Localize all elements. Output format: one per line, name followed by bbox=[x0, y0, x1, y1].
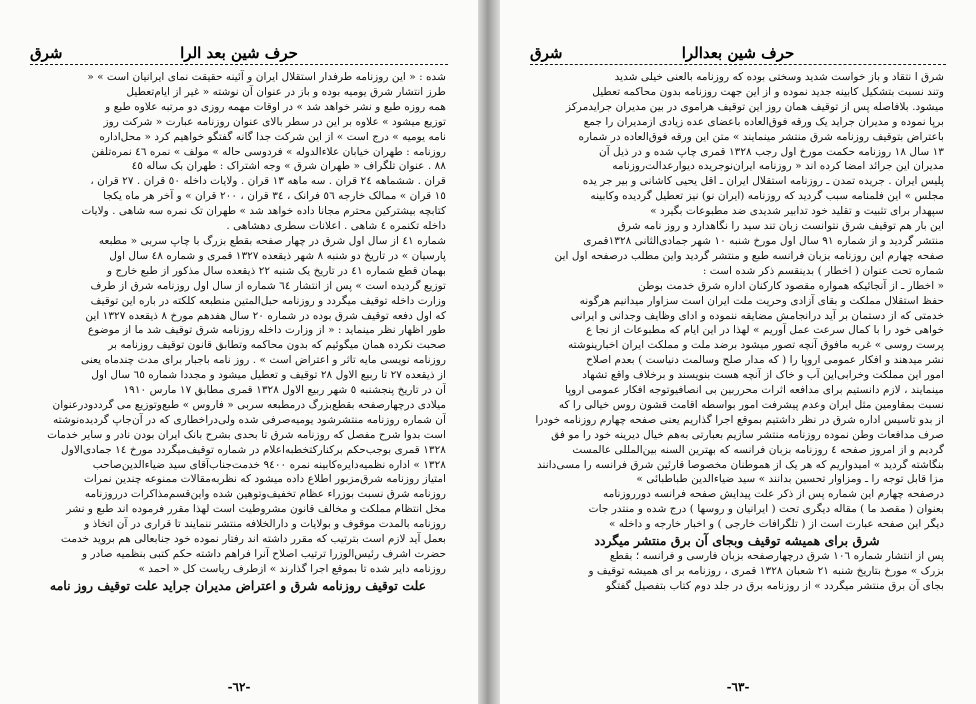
text-line: شده : « این روزنامه طرفدار استقلال ایران و آئینه حقیقت نمای ایرانیان است » « bbox=[87, 71, 446, 83]
text-line: روزنامه : طهران خیابان علاءالدوله » فردوسی حاله » مولف » نمره ٤٦ نمره‌تلفن bbox=[91, 145, 446, 158]
text-line: برپا نموده و مدیران جراید یک ورقه فوق‌العاده باعضای عده زیادی ازمدیران را جمع bbox=[583, 115, 944, 128]
text-line: آن در تاریخ پنجشنبه ٥ شهر ربیع الاول ١٣٢٨ قمری مطابق ١٧ مارس ١٩١٠ bbox=[123, 384, 446, 397]
text-line: از ذیقعده ٢٧ تا ربیع الاول ٢٨ توقیف و تعطیل میشود و مجددا شماره ٦٥ سال اول bbox=[91, 369, 446, 382]
text-line: مزا قابل توجه را ـ ومزاوار تحسین بدانند » سید ضیاءالدین طباطبائی » bbox=[636, 473, 944, 486]
text-line: روزنامه بالمدت موقوف و بولایات و دارالخلافه منتشر ننمایند تا قراری در آن اتخاذ و bbox=[84, 518, 446, 531]
header-title: حرف شین بعد الرا bbox=[180, 44, 298, 62]
text-line: مخل انتظام مملکت و مخالف قانون مشروطیت است لهذا مقرر فرموده اند طبع و نشر bbox=[66, 503, 446, 516]
text-line: امتیاز روزنامه شرق‌مزبور اطلاع داده میشود که نظربه‌مقالات ممنوعه چندین نمرات bbox=[83, 473, 446, 486]
text-line: خدمتی که از دستمان بر آید درانجامش مضایقه ننموده و ادای وظایف وجدانی و ایرانی bbox=[570, 309, 944, 322]
text-line: بعمل آید لازم است بترتیب که مقرر داشته اند رفتار نموده خود جنابعالی هم بروید خدمت bbox=[60, 533, 446, 546]
text-line: پرست روسی » غربه مافوق آنچه تصور میشود برضد ملت و مملکت ایران اخبارینوشته bbox=[567, 339, 944, 352]
text-line: بجای آن برق منتشر میگردد » از روزنامه برق در جلد دوم کتاب بتفصیل گفتگو bbox=[605, 579, 944, 592]
page-number: -٦٣- bbox=[726, 680, 750, 694]
text-line: ١٣٢٨ » اداره نظمیه‌دایره‌کابینه نمره ٩٤٠٠ خدمت‌جناب‌آقای سید ضیاءالدین‌صاحب bbox=[92, 458, 446, 471]
text-line: داخله تکنمره ٤ شاهی . اعلانات سطری دهشاهی . bbox=[226, 220, 446, 233]
text-line: قران . ششماهه ٢٤ قران . سه ماهه ١٣ قران . ولایات داخله ٥٠ قران . ٢٧ قران ، bbox=[90, 175, 446, 188]
text-line: که اول دفعه توقیف شرق بوده در شماره ٢٠ سال هفدهم مورخ ٨ ذیقعده ١٣٢٧ این bbox=[85, 309, 446, 322]
text-line: حفظ استقلال مملکت و بقای آزادی وحریت ملت ایران است سزاوار میدانیم هرگونه bbox=[579, 294, 944, 307]
text-line: ٨٨ . عنوان تلگراف « طهران شرق » وجه اشتراک : طهران بک ساله ٤٥ bbox=[131, 160, 446, 173]
page-header bbox=[30, 44, 448, 66]
text-line: نسبت بمقاومین مثل ایران وعدم پیشرفت امور بواسطه اقامت قشون روس خیالی را که bbox=[558, 398, 944, 411]
body-text bbox=[530, 70, 944, 594]
header-title: حرف شین بعدالرا bbox=[681, 44, 795, 62]
section-heading: علت توقیف روزنامه شرق و اعتراض مدیران جراید علت توقیف روز نامه bbox=[49, 577, 427, 593]
text-line: وزارت داخله توقیف میگردد و روزنامه حبل‌المتین منطبعه کلکته در باره این توقیف bbox=[90, 294, 446, 307]
text-line: است بدوا شرح مفصل که روزنامه شرق تا بحدی بشرح بانک ایران بودن نادر و سایر خدمات bbox=[47, 428, 446, 441]
text-line: از بدو تاسیس اداره شرق در نظر داشتیم بموقع اجرا گذاریم یعنی صفحه چهارم روزنامه خودرا bbox=[535, 413, 944, 426]
text-line: همه روزه طبع و نشر خواهد شد » در اوقات مهمه روزی دو مرتبه علاوه طبع و bbox=[105, 100, 446, 113]
text-line: میشود. بلافاصله پس از توقیف همان روز این توقیف هراموی در بین مدیران جرایدمرکز bbox=[565, 100, 944, 113]
text-line: صحبت نکرده همان میگوئیم که بدون محاکمه وتطابق قانون توقیف روزنامه بر bbox=[108, 339, 446, 352]
right-page bbox=[500, 0, 976, 704]
page-header bbox=[530, 44, 946, 66]
text-line: طرز انتشار شرق یومیه بوده و باز در عنوان آن نوشته « غیر از ایام‌تعطیل bbox=[126, 85, 446, 98]
text-line: شماره ٤١ از سال اول شرق در چهار صفحه بقطع بزرگ با چاپ سربی « مطبعه bbox=[98, 234, 446, 247]
text-line: مدیران این جرائد امضا کرده اند « روزنامه ایران‌نو‌جریده دیوار‌عدالت‌روزنامه bbox=[612, 160, 944, 173]
text-line: پارسیان » در تاریخ دو شنبه ٨ شهر ذیقعده ١٣٢٧ قمری و شماره ٤٨ سال اول bbox=[109, 249, 446, 262]
text-line: بنگاشته گردید » امیدواریم که هر یک از هموطنان مخصوصا قارئین شرق فرانسه را مسی‌دانند bbox=[537, 458, 944, 471]
text-line: توزیع گردیده است » پس از انتشار ٦٤ شماره از سال اول روزنامه شرق از طرف bbox=[90, 279, 446, 292]
text-line: این بار هم توقیف شرق نتوانست زبان تند سید را نگاهدارد و روز نامه شرق bbox=[617, 220, 944, 233]
text-line: روزنامه شرق نسبت بوزراء عظام تخفیف‌وتوهین شده واین‌قسم‌مذاکرات درروزنامه bbox=[84, 488, 446, 501]
text-line: طور اظهار نظر مینماید : « از وزارت داخله روزنامه شرق توقیف شد ما از موضوع bbox=[87, 324, 446, 337]
text-line: توزیع میشود » علاوه بر این در سطر بالای عنوان روزنامه عبارت « شرکت روز bbox=[103, 115, 446, 128]
text-line: میلادی درچهارصفحه بقطع‌بزرگ درمطبعه سربی « فاروس » طبع‌وتوزیع می گرددودرعنوان bbox=[52, 398, 446, 411]
text-line: حضرت اشرف رئیس‌الوزرا ترتیب اصلاح آنرا فراهم داشته حکم کتبی بنظمیه صادر و bbox=[82, 548, 446, 560]
left-page bbox=[0, 0, 478, 704]
text-line: ١٣٢٨ قمری بوجب‌حکم برکنار‌کتخطبه‌اعلام در شماره توقیف‌میگردد مورخ ١٤ جمادی‌الاول bbox=[61, 443, 446, 456]
header-side-title: شرق bbox=[30, 44, 63, 62]
text-line: پلیس ایران . جریده تمدن ـ روزنامه استقلال ایران ـ اقل یحیی کاشانی و بیر جر یده bbox=[582, 175, 944, 188]
text-line: مجلس » این فلمنامه سبب گردید که روزنامه (ایران نو) نیز تعطیل گردیده وکابینه bbox=[590, 190, 944, 203]
text-line: باعتراض بتوقیف روزنامه شرق منتشر مینمایند » متن این ورقه فوق‌العاده در شماره bbox=[578, 130, 944, 143]
text-line: نشر میدهند و افکار عمومی اروپا را ( که مدار صلح وسالمت دنیاست ) بعدم اصلاح bbox=[586, 354, 944, 367]
text-line: پس از انتشار شماره ١٠٦ شرق درچهارصفحه بزبان فارسی و فرانسه ؛ بقطع bbox=[609, 550, 944, 563]
text-line: ١٥ قران » ممالک خارجه ٥٦ فرانک ، ٣٤ قران ، ٢٠٠ قران » و آخر هر ماه یکجا bbox=[103, 190, 446, 203]
page-number: -٦٢- bbox=[227, 680, 251, 694]
header-rule bbox=[30, 64, 448, 65]
text-line: وتند نسبت بتشکیل کابینه جدید نموده و از این جهت روزنامه بدون محاکمه تعطیل bbox=[592, 85, 944, 98]
text-line: درصفحه چهارم این شماره پس از ذکر علت پیدایش صفحه فرانسه دورروزنامه bbox=[602, 488, 944, 501]
text-line: سپهدار برای تثبیت و تقلید خود تدابیر شدیدی ضد مطبوعات بگیرد » bbox=[650, 205, 944, 218]
text-line: بهمان قطع شماره ٤١ در تاریخ یک شنبه ٢٢ ذیقعده سال مذکور از طبع خارج و bbox=[107, 264, 446, 277]
text-line: بعنوان ( مقصد ما ) مقاله دیگری تحت ( ایرانیان و روسها ) درج شده و منتدر جات bbox=[588, 503, 944, 516]
text-line: بزرک » مورخ بتاریخ شنبه ٢١ شعبان ١٣٢٨ قمری ، روزنامه بر ای همیشه توقیف و bbox=[588, 565, 944, 577]
text-line: آن شماره روزنامه منتشرشود یومیه‌صرفی شده ولی‌در‌اخطاری که در آن‌جاپ گردیده‌نوشته bbox=[53, 413, 446, 426]
section-heading: شرق برای همیشه توقیف وبجای آن برق منتشر میگردد bbox=[594, 533, 880, 549]
text-line: مینمایند ، لازم دانستیم برای مدافعه اثرات محرربین بی انصافیوتوجه افکار عمومی اروپا bbox=[564, 384, 944, 397]
text-line: امور این مملکت وخرابی‌این آب و خاک از آنچه هست بنویسند و برخلاف واقع تشهاد bbox=[582, 369, 944, 382]
header-side-title: شرق bbox=[530, 44, 563, 62]
text-line: ١٣ سال ١٨ روزنامه حکمت مورخ اول رجب ١٣٢٨ قمری چاپ شده و در ذیل آن bbox=[598, 145, 944, 158]
text-line: گردیم و از امروز صفحه ٤ روزنامه بزبان فرانسه که بهترین السنه بین‌المللی عالمست bbox=[572, 443, 944, 456]
text-line: خواهی خود را با کمال سرعت عمل آوریم » لهذا در این ایام که مطبوعات از نجا ع bbox=[585, 324, 944, 337]
text-line: منتشر گردید و از شماره ٩١ سال اول مورخ شنبه ١٠ شهر جمادی‌الثانی ١٣٢٨قمری bbox=[583, 234, 944, 247]
text-line: صرف مدافعات وطن نموده روزنامه منتشر سازیم بعبارتی به‌هم خیال دیرینه خود را مو فق bbox=[551, 428, 944, 441]
header-rule bbox=[530, 64, 946, 65]
text-line: شماره تحت عنوان ( اخطار ) بدینقسم ذکر شده است : bbox=[702, 264, 944, 277]
text-line: روزنامه دایر شده تا بموقع اجرا گذارند » ازطرف ریاست کل « احمد » bbox=[138, 562, 446, 575]
text-line: کتابچه بیشترکین محترم مجانا داده خواهد شد » طهران تک نمره سه شاهی . ولایات bbox=[81, 205, 446, 218]
text-line: شرق ا نتقاد و باز خواست شدید وسختی بوده که روزنامه بالعنی خیلی شدید bbox=[614, 71, 944, 83]
body-text bbox=[30, 70, 446, 594]
text-line: صفحه چهارم این روزنامه بزبان فرانسه طبع و منتشر گردید واین مطلب درصفحه اول این bbox=[554, 249, 944, 262]
text-line: دیگر این صفحه عبارت است از ( تلگرافات خارجی ) و اخبار خارجه و داخله » bbox=[609, 518, 944, 531]
text-line: نامه یومیه » درج است » از این شرکت جدا گانه گفتگو خواهیم کرد « محل‌اداره bbox=[99, 130, 446, 143]
text-line: « اخطار ـ از آنجائیکه همواره مقصود کارکنان اداره شرق خدمت بوطن bbox=[638, 279, 944, 292]
text-line: روزنامه نویسی مایه تاثر و اعتراض است » . روز نامه باجبار برای مدت چندماه یعنی bbox=[80, 354, 446, 367]
book-gutter bbox=[478, 0, 500, 704]
